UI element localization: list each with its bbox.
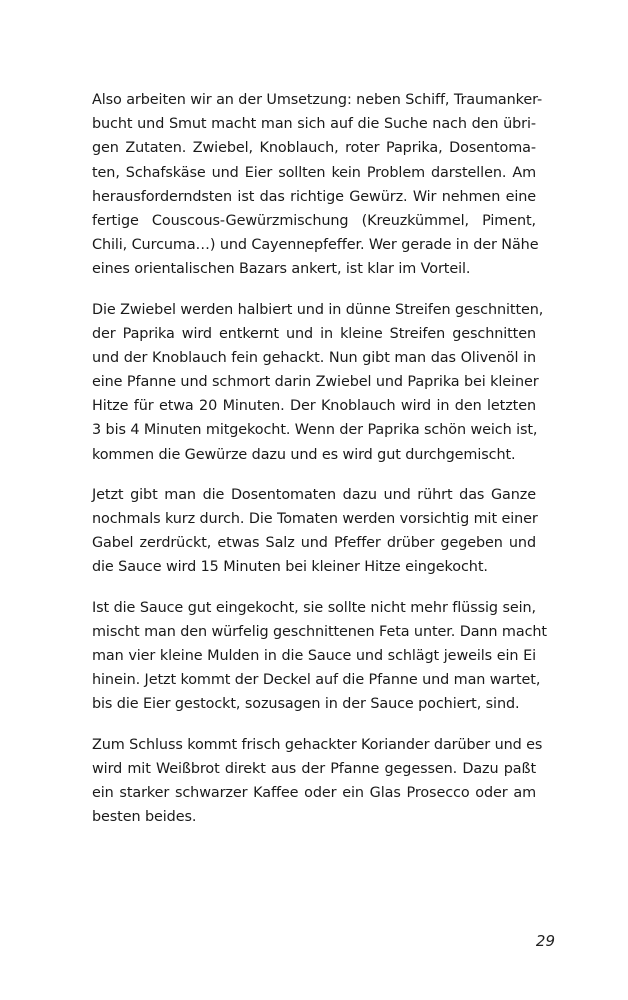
text-line: herausforderndsten ist das richtige Gewürz. Wir nehmen eine	[92, 188, 536, 205]
text-line: Die Zwiebel werden halbiert und in dünne Streifen geschnitten,	[92, 301, 544, 318]
text-line: 3 bis 4 Minuten mitgekocht. Wenn der Paprika schön weich ist,	[92, 422, 538, 439]
paragraph-spacer	[92, 580, 536, 596]
text-line: eine Pfanne und schmort darin Zwiebel und Paprika bei kleiner	[92, 374, 539, 391]
text-line: kommen die Gewürze dazu und es wird gut durchgemischt.	[92, 446, 516, 463]
text-line: eines orientalischen Bazars ankert, ist klar im Vorteil.	[92, 261, 471, 278]
text-line: bis die Eier gestockt, sozusagen in der Sauce pochiert, sind.	[92, 696, 520, 713]
text-line: und der Knoblauch fein gehackt. Nun gibt man das Olivenöl in	[92, 349, 536, 366]
text-line: Also arbeiten wir an der Umsetzung: neben Schiff, Traumanker-	[92, 92, 543, 108]
text-line: Gabel zerdrückt, etwas Salz und Pfeffer drüber gegeben und	[92, 535, 536, 552]
text-line: Chili, Curcuma…) und Cayennepfeffer. Wer gerade in der Nähe	[92, 237, 539, 254]
text-line: fertige Couscous-Gewürzmischung (Kreuzkümmel, Piment,	[92, 212, 536, 229]
paragraph	[92, 298, 544, 467]
text-line: nochmals kurz durch. Die Tomaten werden vorsichtig mit einer	[92, 511, 538, 527]
paragraph-spacer	[92, 282, 536, 298]
text-line: Jetzt gibt man die Dosentomaten dazu und rührt das Ganze	[92, 486, 536, 503]
text-line: Ist die Sauce gut eingekocht, sie sollte nicht mehr flüssig sein,	[92, 599, 536, 616]
text-line: gen Zutaten. Zwiebel, Knoblauch, roter Paprika, Dosentoma-	[92, 140, 536, 157]
paragraph	[92, 733, 543, 830]
text-line: bucht und Smut macht man sich auf die Suche nach den übri-	[92, 116, 536, 133]
page-number: 29	[535, 932, 555, 950]
text-line: Hitze für etwa 20 Minuten. Der Knoblauch wird in den letzten	[92, 398, 536, 415]
paragraph	[92, 483, 536, 580]
paragraph-spacer	[92, 467, 536, 483]
text-line: der Paprika wird entkernt und in kleine Streifen geschnitten	[92, 325, 536, 342]
text-line: man vier kleine Mulden in die Sauce und schlägt jeweils ein Ei	[92, 647, 536, 664]
paragraph	[92, 596, 547, 717]
text-line: Zum Schluss kommt frisch gehackter Koriander darüber und es	[92, 736, 543, 753]
text-line: die Sauce wird 15 Minuten bei kleiner Hitze eingekocht.	[92, 559, 488, 576]
body-text	[92, 88, 547, 829]
text-line: hinein. Jetzt kommt der Deckel auf die Pfanne und man wartet,	[92, 672, 541, 689]
text-line: ein starker schwarzer Kaffee oder ein Glas Prosecco oder am	[92, 784, 536, 801]
text-line: besten beides.	[92, 809, 197, 826]
paragraph	[92, 88, 543, 282]
text-line: ten, Schafskäse und Eier sollten kein Problem darstellen. Am	[92, 164, 536, 181]
text-line: wird mit Weißbrot direkt aus der Pfanne gegessen. Dazu paßt	[92, 760, 536, 777]
text-line: mischt man den würfelig geschnittenen Feta unter. Dann macht	[92, 623, 547, 640]
paragraph-spacer	[92, 717, 536, 733]
